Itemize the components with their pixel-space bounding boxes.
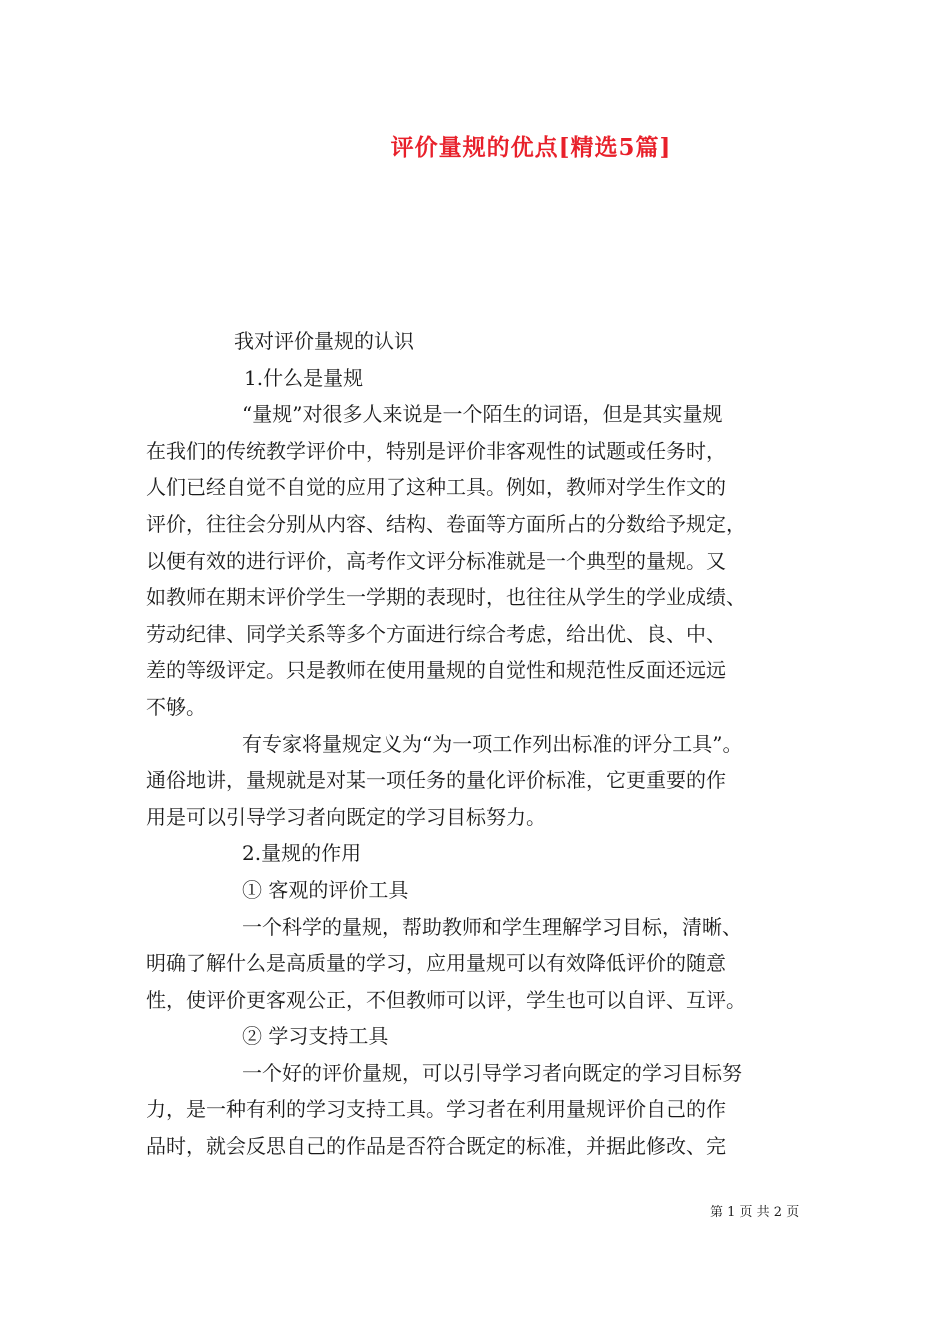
paragraph-line: 在我们的传统教学评价中，特别是评价非客观性的试题或任务时， <box>146 438 726 463</box>
paragraph-line: 一个科学的量规，帮助教师和学生理解学习目标，清晰、 <box>242 914 742 939</box>
section-heading: 我对评价量规的认识 <box>234 329 414 353</box>
paragraph-line: 如教师在期末评价学生一学期的表现时，也往往从学生的学业成绩、 <box>146 585 746 610</box>
subheading: 1.什么是量规 <box>244 365 364 390</box>
paragraph-line: 差的等级评定。只是教师在使用量规的自觉性和规范性反面还远远 <box>146 658 726 683</box>
paragraph-line: 用是可以引导学习者向既定的学习目标努力。 <box>146 804 546 829</box>
paragraph-line: 不够。 <box>146 694 206 719</box>
document-body <box>146 323 814 1165</box>
paragraph-line: 评价，往往会分别从内容、结构、卷面等方面所占的分数给予规定， <box>146 511 746 536</box>
paragraph-line: “量规”对很多人来说是一个陌生的词语，但是其实量规 <box>242 402 723 427</box>
subheading: 2.量规的作用 <box>242 841 362 866</box>
paragraph-line: 以便有效的进行评价，高考作文评分标准就是一个典型的量规。又 <box>146 548 726 573</box>
paragraph-line: 有专家将量规定义为“为一项工作列出标准的评分工具”。 <box>242 731 743 756</box>
paragraph-line: 人们已经自觉不自觉的应用了这种工具。例如，教师对学生作文的 <box>146 475 726 500</box>
subheading: ① 客观的评价工具 <box>242 877 409 902</box>
paragraph-line: 劳动纪律、同学关系等多个方面进行综合考虑，给出优、良、中、 <box>146 621 726 646</box>
paragraph-line: 明确了解什么是高质量的学习，应用量规可以有效降低评价的随意 <box>146 951 726 976</box>
paragraph-line: 性，使评价更客观公正，不但教师可以评，学生也可以自评、互评。 <box>146 987 746 1012</box>
subheading: ② 学习支持工具 <box>242 1024 389 1049</box>
paragraph-line: 力，是一种有利的学习支持工具。学习者在利用量规评价自己的作 <box>146 1097 726 1122</box>
page-footer: 第 1 页 共 2 页 <box>710 1205 800 1220</box>
document-title: 评价量规的优点[精选5篇] <box>390 134 672 161</box>
paragraph-line: 一个好的评价量规，可以引导学习者向既定的学习目标努 <box>242 1060 742 1085</box>
paragraph-line: 品时，就会反思自己的作品是否符合既定的标准，并据此修改、完 <box>146 1134 726 1159</box>
paragraph-line: 通俗地讲，量规就是对某一项任务的量化评价标准，它更重要的作 <box>146 768 726 793</box>
